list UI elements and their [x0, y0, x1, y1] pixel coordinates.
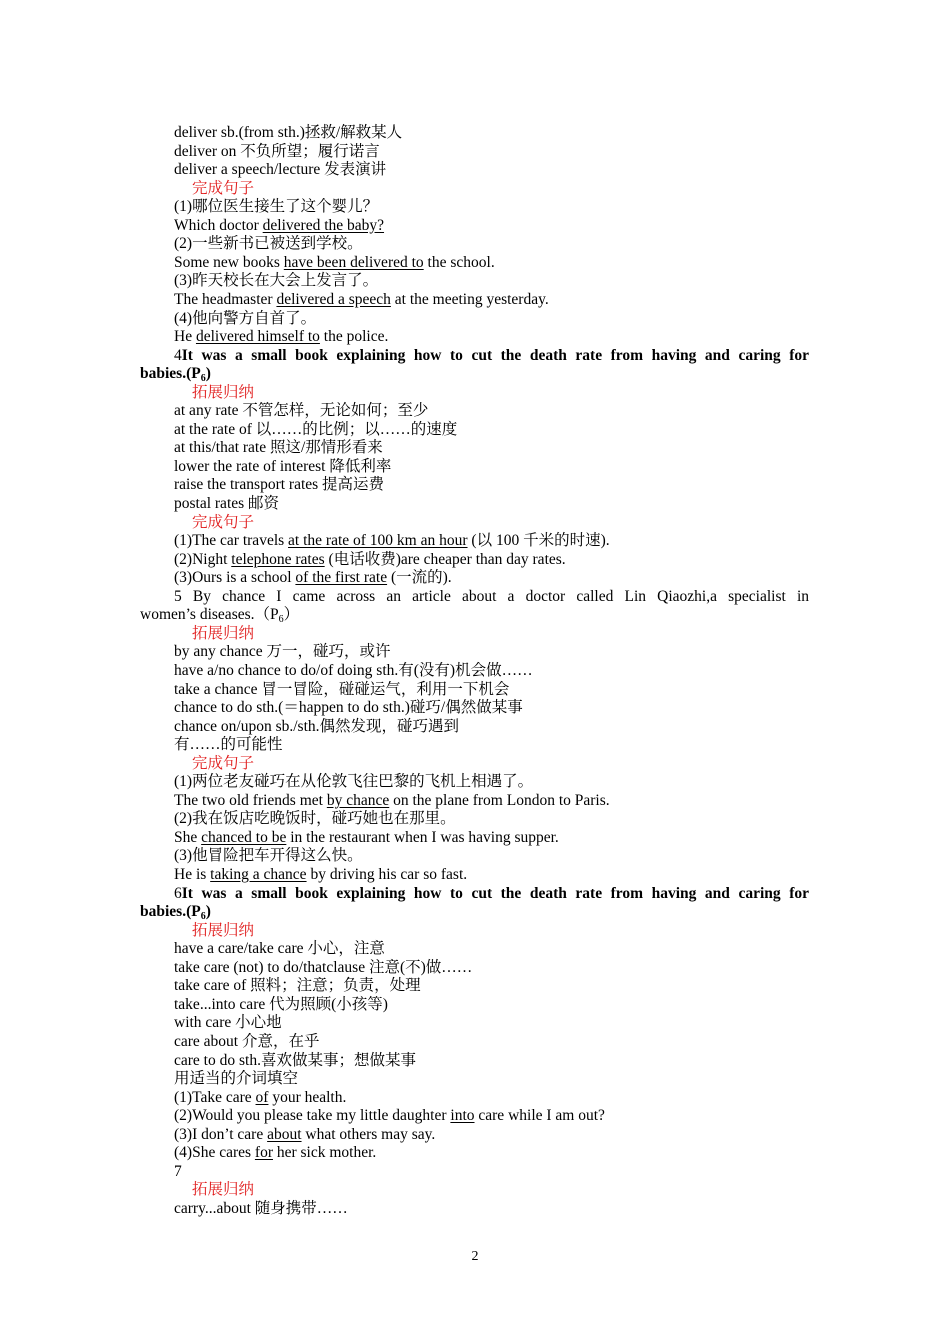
- page-number: 2: [471, 1249, 479, 1264]
- text-line: [174, 792, 610, 811]
- text-segment: 7: [174, 1162, 182, 1180]
- text-segment: (2)我在饭店吃晚饭时，碰巧她也在那里。: [174, 810, 456, 828]
- text-line: [174, 1144, 376, 1163]
- answer-blank: telephone rates: [231, 550, 325, 568]
- text-line: [174, 681, 509, 700]
- text-segment: on the plane from London to Paris.: [389, 791, 610, 809]
- subscript: 6: [200, 911, 206, 923]
- text-segment: (3)昨天校长在大会上发言了。: [174, 272, 379, 290]
- answer-blank: of: [255, 1088, 269, 1106]
- text-segment: (一流的).: [387, 569, 452, 587]
- text-line: [174, 217, 384, 236]
- text-segment: (2)一些新书已被送到学校。: [174, 235, 363, 253]
- text-line: [174, 885, 809, 904]
- text-segment: chance on/upon sb./sth.偶然发现，碰巧遇到: [174, 717, 460, 735]
- text-segment: at any rate 不管怎样，无论如何；至少: [174, 402, 429, 420]
- text-segment: (2)Night: [174, 550, 232, 568]
- text-segment: 完成句子: [192, 513, 255, 531]
- text-line: [174, 866, 467, 885]
- section-heading: [192, 922, 254, 941]
- text-line: [174, 328, 388, 347]
- text-line: [174, 699, 523, 718]
- text-segment: Some new books: [174, 253, 284, 271]
- text-segment: (1)哪位医生接生了这个婴儿？: [174, 198, 379, 216]
- text-line: [174, 347, 809, 366]
- text-line: [174, 662, 533, 681]
- text-segment: by any chance 万一，碰巧，或许: [174, 643, 391, 661]
- text-line: [174, 773, 533, 792]
- text-segment: the school.: [423, 253, 495, 271]
- text-segment: The two old friends met: [174, 791, 327, 809]
- text-segment: babies.(P: [140, 365, 201, 383]
- text-line: [174, 1200, 348, 1219]
- text-line: [174, 977, 421, 996]
- text-segment: take a chance 冒一冒险，碰碰运气，利用一下机会: [174, 680, 510, 698]
- text-segment: deliver a speech/lecture 发表演讲: [174, 161, 387, 179]
- section-heading: [192, 625, 254, 644]
- section-heading: [192, 384, 254, 403]
- text-line: [174, 643, 391, 662]
- text-segment: by driving his car so fast.: [306, 866, 468, 883]
- text-line: [174, 124, 402, 143]
- text-segment: (2)Would you please take my little daughter: [174, 1107, 451, 1125]
- text-segment: 拓展归纳: [192, 921, 255, 939]
- text-segment: (3)Ours is a school: [174, 569, 296, 587]
- text-segment: (电话收费)are cheaper than day rates.: [324, 550, 566, 568]
- text-segment: care while I am out?: [474, 1107, 605, 1125]
- answer-blank: taking a chance: [210, 866, 307, 883]
- text-line: [174, 551, 566, 570]
- text-segment: (1)The car travels: [174, 532, 289, 550]
- answer-blank: have been delivered to: [283, 253, 424, 271]
- section-heading: [192, 180, 254, 199]
- text-segment: her sick mother.: [272, 1144, 377, 1162]
- text-line: [174, 810, 456, 829]
- text-segment: take...into care 代为照顾(小孩等): [174, 995, 388, 1013]
- text-segment: 拓展归纳: [192, 383, 255, 401]
- text-line: [174, 458, 391, 477]
- text-segment: ）: [283, 606, 300, 624]
- text-segment: (4)他向警方自首了。: [174, 309, 317, 327]
- section-heading: [192, 1181, 254, 1200]
- text-line: [174, 940, 385, 959]
- text-segment: your health.: [268, 1088, 347, 1106]
- text-segment: postal rates 邮资: [174, 495, 280, 512]
- text-line: [174, 829, 559, 848]
- section-heading: [192, 755, 254, 774]
- text-line: [174, 1089, 346, 1108]
- text-segment: carry...about 随身携带……: [174, 1199, 348, 1217]
- text-segment: It was a small book explaining how to cut the death rate from having and caring for: [181, 884, 809, 902]
- text-segment: Which doctor: [174, 216, 263, 234]
- text-segment: have a/no chance to do/of doing sth.有(没有)机会做……: [174, 661, 533, 679]
- text-segment: 有……的可能性: [174, 736, 283, 754]
- text-segment: have a care/take care 小心，注意: [174, 940, 385, 958]
- answer-blank: delivered a speech: [276, 290, 391, 308]
- text-line: [174, 1107, 605, 1126]
- text-line: [174, 495, 279, 514]
- text-segment: (3)他冒险把车开得这么快。: [174, 847, 363, 865]
- text-segment: It was a small book explaining how to cut the death rate from having and caring for: [181, 346, 809, 364]
- text-segment: 4: [174, 346, 182, 364]
- text-segment: raise the transport rates 提高运费: [174, 476, 385, 494]
- text-segment: ): [205, 903, 211, 921]
- subscript: 6: [200, 373, 206, 385]
- text-line: [174, 1126, 435, 1145]
- answer-blank: at the rate of 100 km an hour: [288, 532, 468, 550]
- text-line: [174, 736, 283, 755]
- text-segment: care to do sth.喜欢做某事；想做某事: [174, 1051, 416, 1069]
- text-segment: 6: [174, 884, 182, 902]
- answer-blank: for: [254, 1144, 273, 1162]
- text-segment: (4)She cares: [174, 1144, 255, 1162]
- text-segment: 拓展归纳: [192, 624, 255, 642]
- answer-blank: delivered himself to: [195, 328, 320, 346]
- text-line: [174, 198, 378, 217]
- text-segment: She: [174, 828, 202, 846]
- text-segment: the police.: [319, 328, 389, 346]
- text-line: [174, 161, 386, 180]
- text-segment: take care (not) to do/thatclause 注意(不)做……: [174, 958, 473, 976]
- section-heading: [192, 514, 254, 533]
- text-line: [174, 588, 809, 607]
- text-line: [174, 1052, 416, 1071]
- text-line: [174, 718, 459, 737]
- text-line: [174, 291, 549, 310]
- text-line: [174, 143, 380, 162]
- text-segment: take care of 照料；注意；负责，处理: [174, 977, 421, 995]
- text-segment: at the rate of 以……的比例；以……的速度: [174, 420, 458, 438]
- text-segment: (1)Take care: [174, 1088, 256, 1106]
- text-line: [174, 235, 363, 254]
- text-segment: (以 100 千米的时速).: [467, 532, 610, 550]
- text-line: [174, 847, 363, 866]
- text-segment: 完成句子: [192, 754, 255, 772]
- text-segment: babies.(P: [140, 903, 201, 921]
- text-segment: ): [205, 365, 211, 383]
- text-line: [140, 365, 211, 384]
- answer-blank: about: [267, 1125, 302, 1143]
- text-segment: (3)I don’t care: [174, 1125, 268, 1143]
- text-line: [174, 439, 383, 458]
- text-line: [174, 272, 378, 291]
- answer-blank: chanced to be: [201, 828, 287, 846]
- text-segment: deliver on 不负所望；履行诺言: [174, 142, 380, 160]
- text-segment: at the meeting yesterday.: [390, 290, 549, 308]
- text-segment: He: [174, 328, 196, 346]
- text-line: [140, 606, 299, 625]
- text-segment: care about 介意，在乎: [174, 1032, 320, 1050]
- text-segment: He is: [174, 866, 211, 883]
- text-line: [174, 254, 495, 273]
- text-segment: women’s diseases.（P: [140, 606, 279, 624]
- text-line: [174, 1014, 282, 1033]
- answer-blank: of the first rate: [295, 569, 388, 587]
- text-segment: 用适当的介词填空: [174, 1070, 299, 1088]
- text-line: [174, 1163, 182, 1182]
- text-segment: lower the rate of interest 降低利率: [174, 457, 392, 475]
- text-segment: in the restaurant when I was having supper.: [286, 828, 559, 846]
- text-line: [174, 402, 428, 421]
- text-segment: The headmaster: [174, 290, 277, 308]
- text-segment: chance to do sth.(＝happen to do sth.)碰巧/偶然做某事: [174, 699, 523, 717]
- answer-blank: delivered the baby?: [262, 216, 385, 234]
- answer-blank: by chance: [326, 791, 390, 809]
- subscript: 6: [278, 614, 284, 626]
- text-line: [174, 996, 388, 1015]
- text-line: [174, 532, 610, 551]
- text-segment: what others may say.: [301, 1125, 436, 1143]
- text-line: [174, 1033, 320, 1052]
- text-segment: deliver sb.(from sth.)拯救/解救某人: [174, 124, 403, 141]
- text-line: [174, 421, 457, 440]
- text-line: [174, 1070, 298, 1089]
- text-segment: 5 By chance I came across an article about a doctor called Lin Qiaozhi,a specialist in: [174, 587, 809, 605]
- text-segment: 完成句子: [192, 179, 255, 197]
- text-segment: 拓展归纳: [192, 1181, 255, 1199]
- text-line: [140, 903, 211, 922]
- text-line: [174, 959, 472, 978]
- text-segment: with care 小心地: [174, 1014, 282, 1032]
- text-segment: (1)两位老友碰巧在从伦敦飞往巴黎的飞机上相遇了。: [174, 773, 534, 791]
- text-segment: at this/that rate 照这/那情形看来: [174, 439, 383, 457]
- text-line: [174, 569, 452, 588]
- answer-blank: into: [450, 1107, 475, 1125]
- text-line: [174, 476, 384, 495]
- text-line: [174, 310, 316, 329]
